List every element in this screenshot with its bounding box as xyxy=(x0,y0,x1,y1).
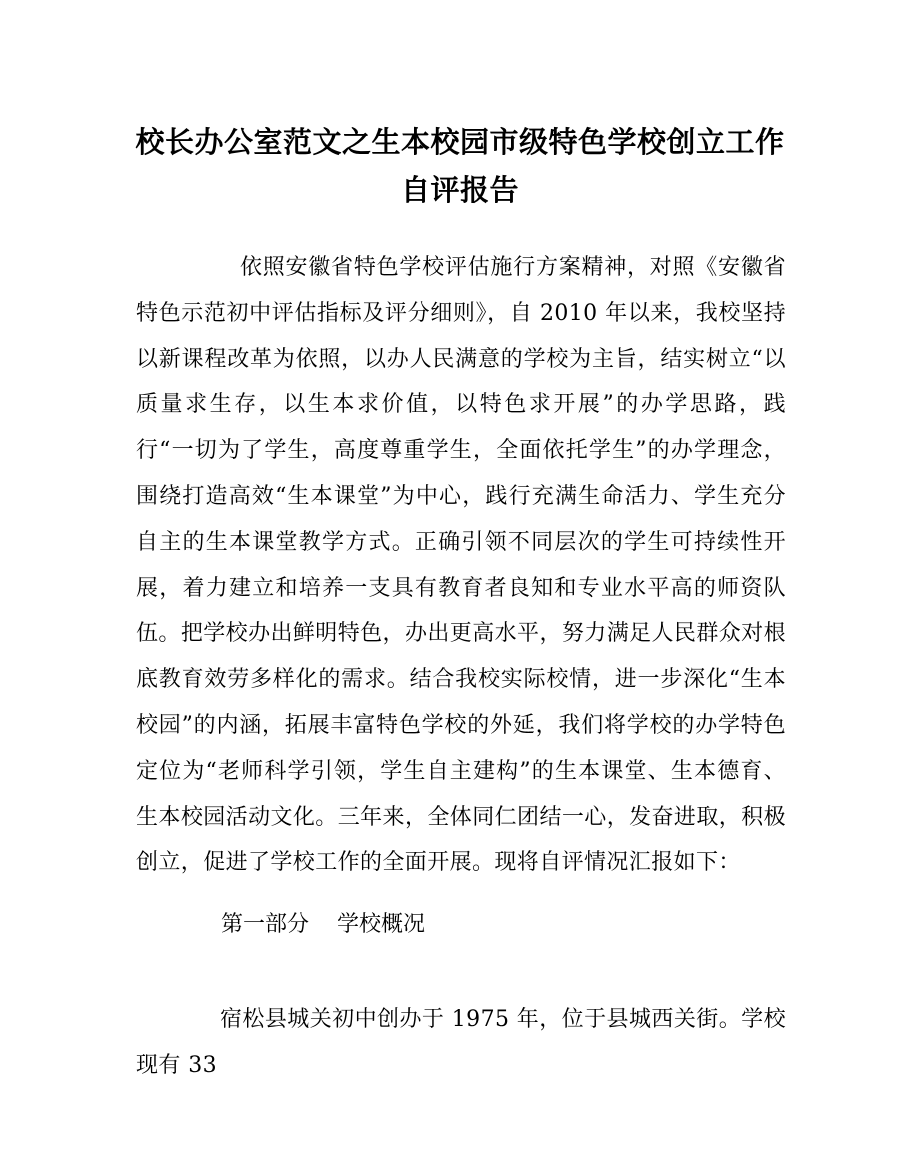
document-title: 校长办公室范文之生本校园市级特色学校创立工作自评报告 xyxy=(135,125,785,207)
intro-paragraph: 依照安徽省特色学校评估施行方案精神，对照《安徽省特色示范初中评估指标及评分细则》，自 2010 年以来，我校坚持以新课程改革为依照，以办人民满意的学校为主旨，结实树立“以质量求生存，以生本求价值，以特色求开展”的办学思路，践行“一切为了学生，高度尊重学生，全面依托学生”的办学理念，围绕打造高效“生本课堂”为中心，践行充满生命活力、学生充分自主的生本课堂教学方式。正确引领不同层次的学生可持续性开展，着力建立和培养一支具有教育者良知和专业水平高的师资队伍。把学校办出鲜明特色，办出更高水平，努力满足人民群众对根底教育效劳多样化的需求。结合我校实际校情，进一步深化“生本校园”的内涵，拓展丰富特色学校的外延，我们将学校的办学特色定位为“老师科学引领，学生自主建构”的生本课堂、生本德育、生本校园活动文化。三年来，全体同仁团结一心，发奋进取，积极创立，促进了学校工作的全面开展。现将自评情况汇报如下： xyxy=(136,255,786,876)
section-heading: 第一部分 学校概况 xyxy=(221,912,425,937)
section-paragraph: 宿松县城关初中创办于 1975 年，位于县城西关街。学校现有 33 xyxy=(136,1007,786,1078)
